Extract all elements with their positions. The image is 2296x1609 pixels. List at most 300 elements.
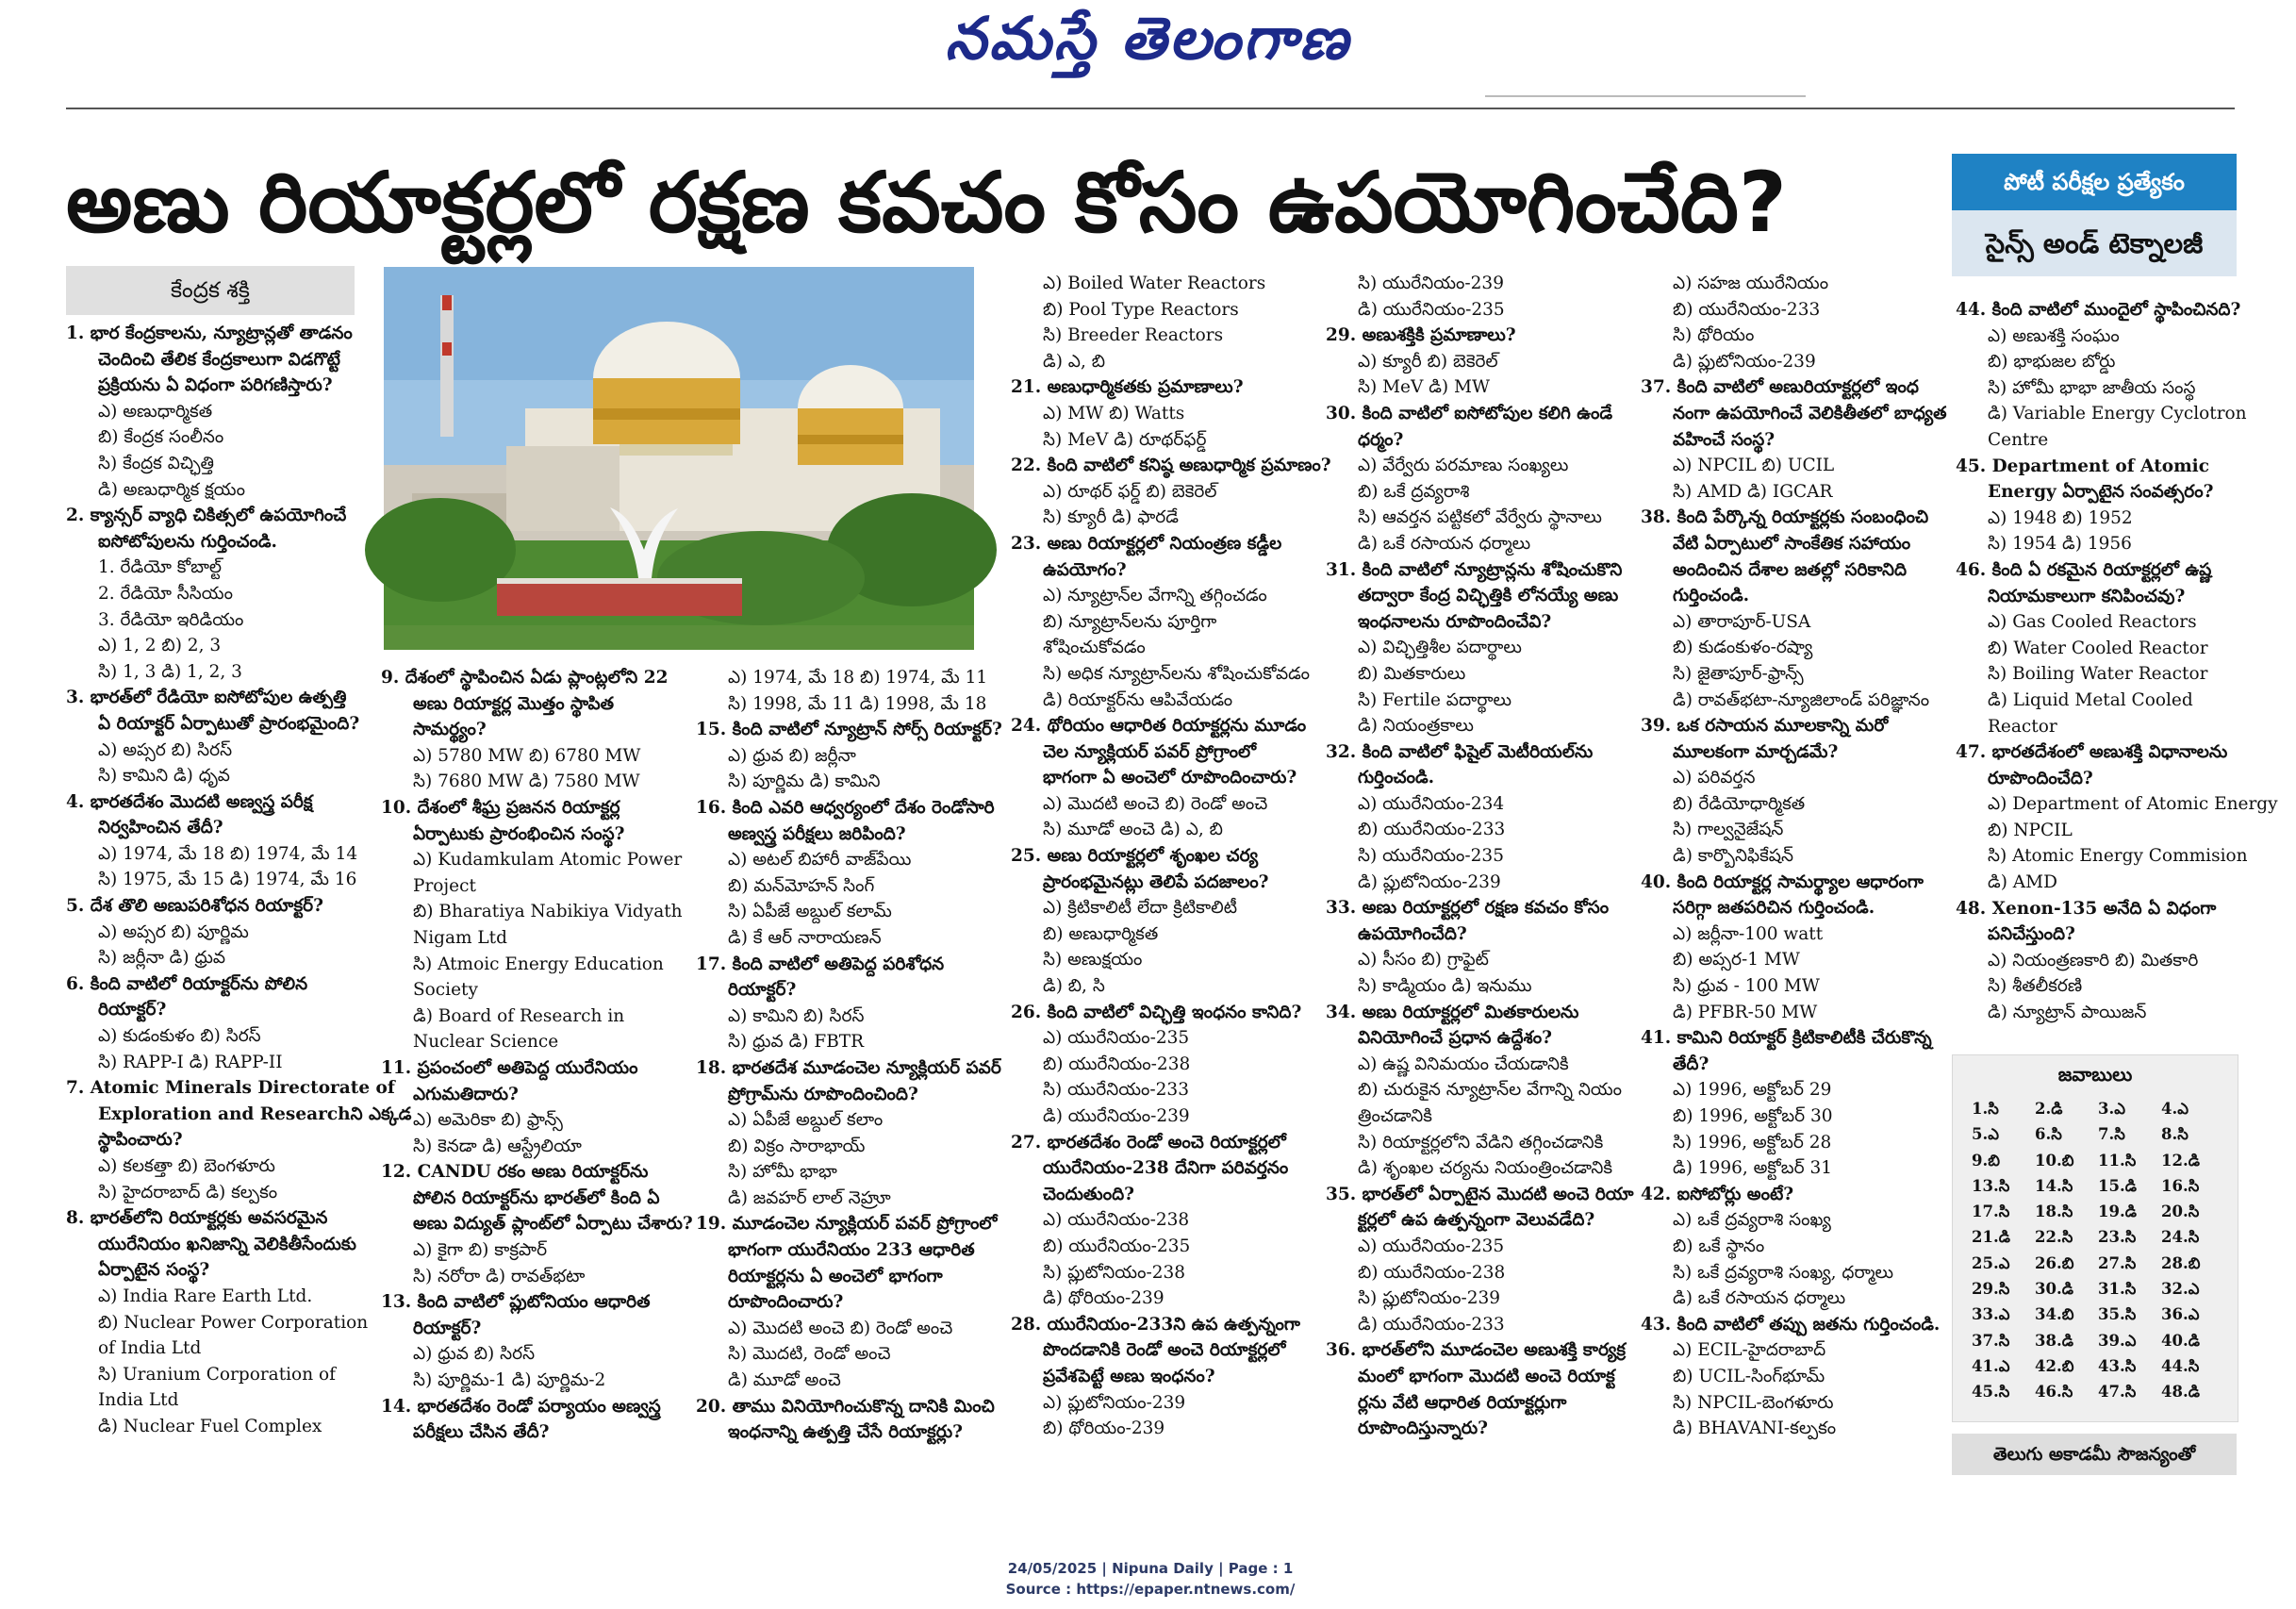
- answer-option: బి) ఒకే స్థానం: [1673, 1236, 1765, 1256]
- question-text: 7. Atomic Minerals Directorate of: [66, 1078, 395, 1099]
- answer-option: ఎ) న్యూట్రాన్‌ల వేగాన్ని తగ్గించడం: [1043, 586, 1267, 606]
- footer-date-line: 24/05/2025 | Nipuna Daily | Page : 1: [1007, 1560, 1294, 1577]
- question-text: 19. మూడంచెల న్యూక్లియర్ పవర్ ప్రోగ్రాంలో: [696, 1214, 998, 1235]
- answer-option: డి) న్యూట్రాన్ పాయిజన్: [1988, 1003, 2147, 1023]
- question-text: అణు విద్యుత్ ప్లాంట్‌లో ఏర్పాటు చేశారు?: [413, 1214, 693, 1235]
- answer-option: సి) ధ్రువ - 100 MW: [1673, 976, 1820, 997]
- answer-option: ఎ) సహజ యురేనియం: [1673, 274, 1829, 293]
- question-text: 22. కింది వాటిలో కనిష్ఠ అణుధార్మిక ప్రమాణం?: [1011, 456, 1331, 476]
- answer-option: డి) నియంత్రకాలు: [1358, 716, 1474, 737]
- answer-option: డి) అణుధార్మిక క్షయం: [98, 479, 245, 500]
- answer-option: డి) ఒకే రసాయన ధర్మాలు: [1673, 1288, 1846, 1309]
- answer-option: డి) కార్బొనిఫికేషన్: [1673, 846, 1793, 867]
- question-text: గుర్తించండి.: [1358, 768, 1435, 788]
- answer-option: ఎ) తారాపూర్-USA: [1673, 611, 1811, 632]
- answer-option: ఎ) జర్లీనా-100 watt: [1673, 923, 1824, 944]
- question-text: 48. Xenon-135 అనేది ఏ విధంగా: [1956, 898, 2217, 919]
- question-column-5: [1326, 271, 1634, 1442]
- answer-item: 30.డి: [2035, 1280, 2073, 1299]
- question-text: క్టర్లలో ఉప ఉత్పన్నంగా వెలువడేది?: [1358, 1210, 1595, 1231]
- answer-option: ఎ) క్రిటికాలిటీ లేదా క్రిటికాలిటీ: [1043, 898, 1238, 919]
- answer-option: ఎ) 1, 2 బి) 2, 3: [98, 636, 222, 656]
- answer-option: Society: [413, 980, 478, 1001]
- answer-item: 29.సి: [1972, 1280, 2010, 1299]
- question-text: ఇంధనాలను రూపొందించేవి?: [1358, 611, 1552, 632]
- answer-option: సి) 1, 3 డి) 1, 2, 3: [98, 661, 242, 682]
- question-text: ప్రక్రియను ఏ విధంగా పరిగణిస్తారు?: [98, 375, 333, 396]
- answer-option: సి) Boiling Water Reactor: [1988, 664, 2208, 685]
- question-text: 46. కింది ఏ రకమైన రియాక్టర్లలో ఉష్ణ: [1956, 559, 2212, 580]
- answer-item: 17.సి: [1972, 1203, 2010, 1221]
- answer-item: 31.సి: [2098, 1280, 2137, 1299]
- answer-option: 1. రేడియో కోబాల్ట్: [98, 557, 223, 578]
- answer-option: సి) కామిని డి) ధృవ: [98, 766, 230, 787]
- answer-option: ఎ) Boiled Water Reactors: [1043, 274, 1266, 293]
- question-text: ఏర్పాటుకు ప్రారంభించిన సంస్థ?: [413, 823, 625, 844]
- answer-option: డి) జవహర్ లాల్ నెహ్రూ: [728, 1187, 891, 1208]
- question-text: 28. యురేనియం-233ని ఉప ఉత్పన్నంగా: [1011, 1314, 1300, 1335]
- question-text: స్థాపించారు?: [98, 1130, 183, 1151]
- answer-option: బి) న్యూట్రాన్‌లను పూర్తిగా: [1043, 611, 1217, 632]
- answer-item: 13.సి: [1972, 1176, 2010, 1195]
- question-text: ఎగుమతిదారు?: [413, 1084, 519, 1104]
- answer-item: 19.డి: [2098, 1203, 2137, 1221]
- question-text: 16. కింది ఎవరి ఆధ్వర్యంలో దేశం రెండోసారి: [696, 797, 995, 818]
- question-text: 29. అణుశక్తికి ప్రమాణాలు?: [1326, 325, 1516, 346]
- answer-option: డి) యురేనియం-235: [1358, 299, 1505, 320]
- answer-item: 46.సి: [2035, 1383, 2073, 1402]
- answer-item: 39.ఎ: [2098, 1331, 2137, 1350]
- answer-item: 8.సి: [2161, 1125, 2189, 1144]
- answer-option: ఎ) Kudamkulam Atomic Power: [413, 850, 683, 871]
- answer-option: సి) పూర్ణిమ-1 డి) పూర్ణిమ-2: [413, 1370, 606, 1391]
- question-text: 12. CANDU రకం అణు రియాక్టర్‌ను: [381, 1162, 649, 1183]
- photo-illustration: [384, 267, 974, 650]
- answer-option: డి) కే ఆర్ నారాయణన్: [728, 927, 882, 948]
- question-text: సామర్థ్యం?: [413, 720, 487, 740]
- masthead-text: నమస్తే తెలంగాణ: [945, 4, 1351, 73]
- answer-option: బి) యురేనియం-238: [1358, 1262, 1506, 1283]
- answer-option: బి) అణుధార్మికత: [1043, 923, 1159, 944]
- answer-item: 15.డి: [2098, 1176, 2137, 1195]
- answer-item: 21.డి: [1972, 1228, 2010, 1247]
- answer-option: సి) మొదటి, రెండో అంచె: [728, 1344, 891, 1365]
- answer-option: ఎ) మొదటి అంచె బి) రెండో అంచె: [1043, 793, 1268, 814]
- question-text: చెందించి తేలిక కేంద్రకాలుగా విడగొట్టే: [98, 349, 340, 370]
- question-text: 10. దేశంలో శీఘ్ర ప్రజనన రియాక్టర్ల: [381, 797, 620, 818]
- question-text: 21. అణుధార్మికతకు ప్రమాణాలు?: [1011, 377, 1244, 398]
- answer-item: 45.సి: [1972, 1383, 2010, 1402]
- answer-option: సి) 1998, మే 11 డి) 1998, మే 18: [728, 693, 987, 714]
- answer-option: Centre: [1988, 429, 2049, 450]
- question-text: రియాక్టర్?: [98, 1000, 167, 1020]
- answer-option: ఎ) 5780 MW బి) 6780 MW: [413, 745, 641, 766]
- answer-option: డి) మూడో అంచె: [728, 1370, 841, 1391]
- answer-option: డి) ఒకే రసాయన ధర్మాలు: [1358, 533, 1531, 554]
- answer-option: డి) శృంఖల చర్యను నియంత్రించడానికి: [1358, 1158, 1613, 1179]
- answer-option: సి) Uranium Corporation of: [98, 1364, 336, 1385]
- answer-item: 10.బి: [2035, 1151, 2074, 1169]
- question-text: 31. కింది వాటిలో న్యూట్రాన్లను శోషించుకొని: [1326, 559, 1623, 580]
- question-text: చెందుతుంది?: [1043, 1184, 1134, 1204]
- question-column-4: [1011, 271, 1331, 1442]
- answer-option: ఎ) కుడంకుళం బి) సిరస్: [98, 1026, 261, 1047]
- answer-option: సి) యురేనియం-239: [1358, 274, 1504, 293]
- question-text: 8. భారత్‌లోని రియాక్టర్లకు అవసరమైన: [66, 1208, 328, 1229]
- answer-option: సి) MeV డి) MW: [1358, 377, 1490, 398]
- answer-option: బి) ఒకే ద్రవ్యరాశి: [1358, 481, 1470, 502]
- answer-option: ఎ) అణుధార్మికత: [98, 401, 213, 422]
- answer-option: ఎ) 1996, అక్టోబర్ 29: [1673, 1080, 1832, 1101]
- answer-option: బి) Pool Type Reactors: [1043, 299, 1239, 320]
- question-text: 30. కింది వాటిలో ఐసోటోపుల కలిగి ఉండే: [1326, 403, 1613, 423]
- answer-option: సి) నరోరా డి) రావత్‌భటా: [413, 1266, 586, 1286]
- question-text: యురేనియం-238 దేనిగా పరివర్తనం: [1043, 1158, 1289, 1179]
- answer-option: ఎ) వేర్వేరు పరమాణు సంఖ్యలు: [1358, 456, 1569, 476]
- question-text: నంగా ఉపయోగించే వెలికితీతలో బాధ్యత: [1673, 403, 1947, 423]
- question-text: 13. కింది వాటిలో ప్లుటోనియం ఆధారిత: [381, 1292, 651, 1313]
- question-text: రియాక్టర్?: [728, 980, 797, 1001]
- answer-option: India Ltd: [98, 1390, 179, 1411]
- masthead-logo: [0, 4, 2296, 81]
- answer-option: ఎ) యురేనియం-235: [1358, 1236, 1505, 1256]
- question-text: రూపొందిస్తున్నారు?: [1358, 1418, 1488, 1439]
- answer-option: సి) Atmoic Energy Education: [413, 954, 664, 974]
- question-text: పోలిన రియాక్టర్‌ను భారత్‌లో కింది ఏ: [413, 1187, 660, 1208]
- answer-option: సి) జైతాపూర్-ఫ్రాన్స్: [1673, 663, 1804, 684]
- page-headline: అణు రియాక్టర్లలో రక్షణ కవచం కోసం ఉపయోగించేది?: [66, 154, 1787, 251]
- question-text: 4. భారతదేశం మొదటి అణ్వస్త్ర పరీక్ష: [66, 791, 313, 812]
- answer-option: ఎ) NPCIL బి) UCIL: [1673, 456, 1835, 476]
- answer-option: బి) అప్సర-1 MW: [1673, 950, 1800, 970]
- answer-item: 23.సి: [2098, 1228, 2137, 1247]
- question-text: 32. కింది వాటిలో ఫిషైల్ మెటీరియల్‌ను: [1326, 741, 1594, 762]
- question-text: Exploration and Researchని ఎక్కడ: [98, 1103, 412, 1124]
- answer-option: Project: [413, 875, 476, 896]
- answer-option: ఎ) 1974, మే 18 బి) 1974, మే 14: [98, 843, 358, 864]
- answer-option: సి) కేంద్రక విచ్ఛిత్తి: [98, 453, 214, 473]
- answer-option: ఎ) 1948 బి) 1952: [1988, 507, 2133, 528]
- answer-option: త్రించడానికి: [1358, 1106, 1432, 1126]
- question-text: 25. అణు రియాక్టర్లలో శృంఖల చర్య: [1011, 846, 1259, 867]
- answer-option: బి) యురేనియం-233: [1673, 299, 1821, 320]
- answer-option: సి) హోమీ భాభా: [728, 1162, 837, 1183]
- answer-item: 32.ఎ: [2161, 1280, 2200, 1299]
- question-text: గుర్తించండి.: [1673, 586, 1750, 606]
- answer-item: 9.బి: [1972, 1151, 2000, 1169]
- answer-item: 7.సి: [2098, 1125, 2125, 1144]
- question-text: భాగంగా యురేనియం 233 ఆధారిత: [728, 1240, 975, 1261]
- badge-competitive-exams: పోటీ పరీక్షల ప్రత్యేకం: [1952, 154, 2237, 210]
- answer-option: సి) కెనడా డి) ఆస్ట్రేలియా: [413, 1136, 582, 1156]
- answer-option: of India Ltd: [98, 1338, 202, 1359]
- answer-option: బి) UCIL-సింగ్‌భూమ్: [1673, 1366, 1825, 1386]
- answer-option: సి) ప్లుటోనియం-239: [1358, 1288, 1501, 1309]
- question-text: 40. కింది రియాక్టర్ల సామర్థ్యాల ఆధారంగా: [1641, 871, 1924, 892]
- answer-option: డి) రియాక్టర్‌ను ఆపివేయడం: [1043, 689, 1233, 710]
- answer-option: సి) Fertile పదార్థాలు: [1358, 689, 1512, 710]
- answer-item: 44.సి: [2161, 1356, 2200, 1375]
- answer-option: బి) యురేనియం-235: [1043, 1236, 1191, 1256]
- answer-option: సి) శీతలీకరణి: [1988, 976, 2083, 997]
- answer-key-grid: [1972, 1096, 2224, 1405]
- question-text: మంలో భాగంగా మొదటి అంచె రియాక్ట: [1358, 1366, 1615, 1386]
- answer-item: 36.ఎ: [2161, 1305, 2200, 1324]
- question-text: అణు రియాక్టర్ల మొత్తం స్థాపిత: [413, 693, 615, 714]
- answer-item: 1.సి: [1972, 1100, 1999, 1118]
- question-text: ఉపయోగం?: [1043, 559, 1127, 580]
- question-column-1: [66, 321, 412, 1440]
- answer-option: సి) హోమీ భాభా జాతీయ సంస్థ: [1988, 377, 2196, 398]
- question-text: 14. భారతదేశం రెండో పర్యాయం అణ్వస్త్ర: [381, 1396, 661, 1417]
- question-column-6: [1641, 271, 1947, 1442]
- question-text: నియామకాలుగా కనిపించవు?: [1988, 586, 2186, 606]
- answer-option: శోషించుకోవడం: [1043, 638, 1146, 658]
- question-text: పనిచేస్తుంది?: [1988, 924, 2075, 945]
- answer-option: సి) 1954 డి) 1956: [1988, 534, 2132, 555]
- answer-option: ఎ) మొదటి అంచె బి) రెండో అంచె: [728, 1318, 953, 1338]
- answer-option: ఎ) India Rare Earth Ltd.: [98, 1286, 313, 1306]
- question-text: ఉపయోగించేది?: [1358, 923, 1467, 944]
- answer-option: సి) ధ్రువ డి) FBTR: [728, 1032, 865, 1053]
- answer-key-title: జవాబులు: [2057, 1063, 2133, 1086]
- answer-option: బి) Bharatiya Nabikiya Vidyath: [413, 902, 683, 922]
- answer-option: బి) Water Cooled Reactor: [1988, 638, 2208, 658]
- answer-option: డి) యురేనియం-233: [1358, 1314, 1505, 1335]
- answer-option: ఎ) ఏపీజే అబ్దుల్ కలాం: [728, 1110, 884, 1131]
- question-text: 35. భారత్‌లో ఏర్పాటైన మొదటి అంచె రియా: [1326, 1184, 1634, 1204]
- answer-option: ఎ) క్యూరీ బి) బెకెరెల్: [1358, 351, 1498, 372]
- answer-item: 3.ఎ: [2098, 1100, 2125, 1118]
- question-text: 27. భారతదేశం రెండో అంచె రియాక్టర్లలో: [1011, 1132, 1286, 1153]
- question-text: రియాక్టర్?: [413, 1318, 482, 1338]
- answer-option: ఎ) పరివర్తన: [1673, 768, 1756, 788]
- answer-option: సి) కాడ్మియం డి) ఇనుము: [1358, 976, 1532, 997]
- answer-option: డి) యురేనియం-239: [1043, 1106, 1190, 1126]
- answer-option: సి) థోరియం: [1673, 325, 1755, 346]
- question-text: 33. అణు రియాక్టర్లలో రక్షణ కవచం కోసం: [1326, 898, 1610, 919]
- answer-option: డి) ప్లుటోనియం-239: [1673, 351, 1816, 372]
- question-text: 24. థోరియం ఆధారిత రియాక్టర్లను మూడం: [1011, 716, 1307, 737]
- question-column-3: [696, 665, 1002, 1446]
- answer-option: ఎ) అమెరికా బి) ఫ్రాన్స్: [413, 1110, 563, 1131]
- question-text: 23. అణు రియాక్టర్లలో నియంత్రణ కడ్డీల: [1011, 533, 1282, 554]
- answer-option: సి) క్యూరీ డి) ఫారడే: [1043, 507, 1179, 528]
- answer-option: బి) Nuclear Power Corporation: [98, 1312, 369, 1333]
- answer-option: ఎ) అప్సర బి) పూర్ణిమ: [98, 921, 249, 942]
- question-text: 42. ఐసోబోర్లు అంటే?: [1641, 1184, 1794, 1204]
- question-text: 45. Department of Atomic: [1956, 456, 2209, 476]
- answer-item: 42.బి: [2035, 1356, 2074, 1375]
- answer-option: సి) యురేనియం-233: [1043, 1080, 1189, 1101]
- answer-option: సి) అణుక్షయం: [1043, 950, 1143, 970]
- question-text: 37. కింది వాటిలో అణురియాక్టర్లలో ఇంధ: [1641, 377, 1919, 398]
- answer-option: ఎ) MW బి) Watts: [1043, 403, 1185, 423]
- question-text: 47. భారతదేశంలో అణుశక్తి విధానాలను: [1956, 742, 2228, 763]
- question-text: పరీక్షలు చేసిన తేదీ?: [413, 1422, 550, 1443]
- answer-option: ఎ) కైగా బి) కాక్రపార్: [413, 1240, 548, 1261]
- answer-item: 14.సి: [2035, 1176, 2073, 1195]
- question-text: ప్రారంభమైనట్లు తెలిపే పదజాలం?: [1043, 871, 1269, 892]
- answer-option: సి) గాల్వనైజేషన్: [1673, 820, 1784, 840]
- answer-option: డి) PFBR-50 MW: [1673, 1002, 1818, 1022]
- answer-option: సి) 1996, అక్టోబర్ 28: [1673, 1132, 1832, 1153]
- question-text: ఏ రియాక్టర్ ఏర్పాటుతో ప్రారంభమైంది?: [98, 713, 360, 734]
- question-text: అణ్వస్త్ర పరీక్షలు జరిపింది?: [728, 823, 906, 844]
- answer-option: ఎ) యురేనియం-238: [1043, 1210, 1190, 1231]
- question-text: మూలకంగా మార్చడమే?: [1673, 741, 1839, 762]
- answer-option: బి) యురేనియం-238: [1043, 1053, 1191, 1074]
- answer-item: 47.సి: [2098, 1383, 2137, 1402]
- question-text: ఇంధనాన్ని ఉత్పత్తి చేసే రియాక్టర్లు?: [728, 1422, 963, 1443]
- answer-option: బి) థోరియం-239: [1043, 1418, 1165, 1439]
- question-text: 15. కింది వాటిలో న్యూట్రాన్ సోర్స్ రియాక్టర్?: [696, 720, 1002, 740]
- divider: [66, 108, 2235, 109]
- answer-option: సి) MeV డి) రూథర్‌ఫర్డ్: [1043, 429, 1207, 450]
- answer-item: 43.సి: [2098, 1356, 2137, 1375]
- answer-item: 35.సి: [2098, 1305, 2137, 1324]
- question-text: ర్లను వేటి ఆధారిత రియాక్టర్లుగా: [1358, 1392, 1567, 1413]
- answer-item: 12.డి: [2161, 1151, 2200, 1169]
- answer-item: 26.బి: [2035, 1253, 2074, 1272]
- answer-option: ఎ) రూథర్ ఫర్డ్ బి) బెకెరెల్: [1043, 481, 1217, 502]
- answer-option: డి) ప్లుటోనియం-239: [1358, 871, 1501, 892]
- question-text: 1. భార కేంద్రకాలను, న్యూట్రాన్లతో తాడనం: [66, 323, 353, 343]
- answer-option: బి) మన్‌మోహన్ సింగ్: [728, 875, 875, 896]
- answer-option: ఎ) ECIL-హైదరాబాద్: [1673, 1340, 1826, 1361]
- question-text: పొందడానికి రెండో అంచె రియాక్టర్లలో: [1043, 1340, 1286, 1361]
- answer-item: 2.డి: [2035, 1100, 2063, 1118]
- answer-option: ఎ) నియంత్రణకారి బి) మితకారి: [1988, 950, 2199, 970]
- answer-option: ఎ) ధ్రువ బి) సిరస్: [413, 1344, 536, 1365]
- question-text: 38. కింది పేర్కొన్న రియాక్టర్లకు సంబంధించి: [1641, 507, 1929, 528]
- answer-item: 24.సి: [2161, 1228, 2200, 1247]
- question-text: రూపొందించారు?: [728, 1292, 844, 1313]
- answer-option: సి) రియాక్టర్లలోని వేడిని తగ్గించడానికి: [1358, 1132, 1604, 1153]
- question-text: 41. కామిని రియాక్టర్ క్రిటికాలిటీకి చేరుకొన్న: [1641, 1028, 1932, 1049]
- answer-option: సి) 1975, మే 15 డి) 1974, మే 16: [98, 870, 357, 890]
- answer-option: ఎ) కలకత్తా బి) బెంగళూరు: [98, 1156, 275, 1176]
- divider-short: [1485, 95, 1806, 97]
- answer-option: ఎ) ఉష్ణ వినిమయం చేయడానికి: [1358, 1053, 1569, 1074]
- answer-option: ఎ) సీసం బి) గ్రాఫైట్: [1358, 950, 1489, 970]
- question-text: 2. క్యాన్సర్ వ్యాధి చికిత్సలో ఉపయోగించే: [66, 506, 347, 526]
- question-text: 6. కింది వాటిలో రియాక్టర్‌ను పోలిన: [66, 973, 308, 994]
- answer-option: బి) కేంద్రక సంలీనం: [98, 427, 224, 448]
- answer-option: సి) ఆవర్తన పట్టికలో వేర్వేరు స్థానాలు: [1358, 507, 1602, 528]
- answer-item: 27.సి: [2098, 1253, 2137, 1272]
- question-text: భాగంగా ఏ అంచెలో రూపొందించారు?: [1043, 768, 1297, 788]
- answer-option: డి) బి, సి: [1043, 976, 1105, 997]
- answer-option: డి) AMD: [1988, 872, 2057, 893]
- question-text: 11. ప్రపంచంలో అతిపెద్ద యురేనియం: [381, 1057, 638, 1078]
- answer-option: బి) చురుకైన న్యూట్రాన్‌ల వేగాన్ని నియం: [1358, 1080, 1623, 1101]
- answer-item: 41.ఎ: [1972, 1356, 2010, 1375]
- answer-option: Nigam Ltd: [413, 927, 507, 948]
- answer-option: సి) పూర్ణిమ డి) కామిని: [728, 771, 881, 792]
- question-text: తద్వారా కేంద్ర విచ్ఛిత్తికి లోనయ్యే అణు: [1358, 586, 1619, 606]
- question-text: 43. కింది వాటిలో తప్పు జతను గుర్తించండి.: [1641, 1314, 1941, 1335]
- answer-option: సి) అధిక న్యూట్రాన్‌లను శోషించుకోవడం: [1043, 663, 1310, 684]
- answer-item: 6.సి: [2035, 1125, 2062, 1144]
- question-text: 36. భారత్‌లోని మూడంచెల అణుశక్తి కార్యక్ర: [1326, 1340, 1627, 1361]
- answer-item: 38.డి: [2035, 1331, 2073, 1350]
- page-footer: [849, 1558, 1452, 1600]
- section-title: కేంద్రక శక్తి: [66, 266, 355, 315]
- answer-option: సి) హైదరాబాద్ డి) కల్పకం: [98, 1182, 278, 1203]
- question-column-2: [381, 665, 693, 1446]
- question-text: నిర్వహించిన తేదీ?: [98, 818, 223, 838]
- answer-option: ఎ) Department of Atomic Energy: [1988, 794, 2278, 815]
- question-text: ఏర్పాటైన సంస్థ?: [98, 1260, 210, 1281]
- answer-option: సి) యురేనియం-235: [1358, 846, 1504, 867]
- answer-option: బి) 1996, అక్టోబర్ 30: [1673, 1106, 1833, 1126]
- question-text: ఐసోటోపులను గుర్తించండి.: [98, 531, 278, 552]
- question-text: 18. భారతదేశ మూడంచెల న్యూక్లియర్ పవర్: [696, 1057, 1001, 1078]
- question-text: వినియోగించే ప్రధాన ఉద్దేశం?: [1358, 1028, 1553, 1049]
- answer-option: సి) ఏపీజే అబ్దుల్ కలామ్: [728, 902, 892, 922]
- badge-subject: సైన్స్ అండ్ టెక్నాలజీ: [1952, 210, 2237, 276]
- question-text: రూపొందించేది?: [1988, 768, 2093, 788]
- answer-option: డి) Board of Research in: [413, 1005, 625, 1026]
- answer-item: 18.సి: [2035, 1203, 2073, 1221]
- answer-item: 28.బి: [2161, 1253, 2201, 1272]
- question-text: వహించే సంస్థ?: [1673, 429, 1776, 450]
- question-text: 26. కింది వాటిలో విచ్ఛిత్తి ఇంధనం కానిది?: [1011, 1002, 1302, 1022]
- answer-item: 16.సి: [2161, 1176, 2200, 1195]
- question-column-7: [1956, 297, 2278, 1026]
- question-text: 44. కింది వాటిలో ముందైలో స్థాపించినది?: [1956, 300, 2241, 320]
- answer-option: డి) Nuclear Fuel Complex: [98, 1416, 322, 1436]
- question-text: 3. భారత్‌లో రేడియో ఐసోటోపుల ఉత్పత్తి: [66, 688, 347, 708]
- answer-option: బి) యురేనియం-233: [1358, 820, 1506, 840]
- answer-item: 4.ఎ: [2161, 1100, 2189, 1118]
- question-text: రియాక్టర్లను ఏ అంచెలో భాగంగా: [728, 1266, 943, 1286]
- answer-option: బి) కుడంకుళం-రష్యా: [1673, 638, 1813, 658]
- answer-option: సి) Breeder Reactors: [1043, 325, 1224, 346]
- answer-option: ఎ) విచ్ఛిత్తిశీల పదార్థాలు: [1358, 638, 1522, 658]
- answer-option: బి) రేడియోధార్మికత: [1673, 793, 1806, 814]
- answer-option: బి) మితకారులు: [1358, 663, 1466, 684]
- nuclear-reactor-photo: [384, 267, 974, 650]
- answer-option: డి) 1996, అక్టోబర్ 31: [1673, 1158, 1832, 1179]
- answer-option: ఎ) అటల్ బిహారీ వాజ్‌పేయి: [728, 850, 912, 871]
- answer-option: డి) BHAVANI-కల్పకం: [1673, 1418, 1837, 1439]
- answer-option: సి) RAPP-I డి) RAPP-II: [98, 1052, 283, 1072]
- answer-option: ఎ) 1974, మే 18 బి) 1974, మే 11: [728, 668, 988, 688]
- answer-option: ఎ) యురేనియం-234: [1358, 793, 1505, 814]
- answer-option: ఎ) అప్సర బి) సిరస్: [98, 739, 233, 760]
- question-text: ప్రోగ్రామ్‌ను రూపొందించింది?: [728, 1084, 918, 1104]
- answer-option: సి) Atomic Energy Commision: [1988, 846, 2248, 867]
- answer-item: 40.డి: [2161, 1331, 2200, 1350]
- answer-option: ఎ) కామిని బి) సిరస్: [728, 1005, 865, 1026]
- question-text: 9. దేశంలో స్థాపించిన ఏడు ప్లాంట్లలోని 22: [381, 668, 669, 688]
- answer-option: డి) Variable Energy Cyclotron: [1988, 404, 2247, 424]
- answer-option: 2. రేడియో సీసియం: [98, 583, 233, 604]
- answer-option: డి) ఎ, బి: [1043, 351, 1105, 372]
- question-text: 34. అణు రియాక్టర్లలో మితకారులను: [1326, 1002, 1579, 1022]
- answer-item: 22.సి: [2035, 1228, 2073, 1247]
- answer-item: 20.సి: [2161, 1203, 2200, 1221]
- answer-option: ఎ) Gas Cooled Reactors: [1988, 612, 2197, 633]
- answer-option: ఎ) అణుశక్తి సంఘం: [1988, 325, 2120, 346]
- answer-key-panel: [1952, 1054, 2238, 1422]
- question-text: 39. ఒక రసాయన మూలకాన్ని మరో: [1641, 716, 1889, 737]
- answer-item: 37.సి: [1972, 1331, 2010, 1350]
- question-text: తేదీ?: [1673, 1053, 1710, 1074]
- answer-option: సి) AMD డి) IGCAR: [1673, 481, 1833, 502]
